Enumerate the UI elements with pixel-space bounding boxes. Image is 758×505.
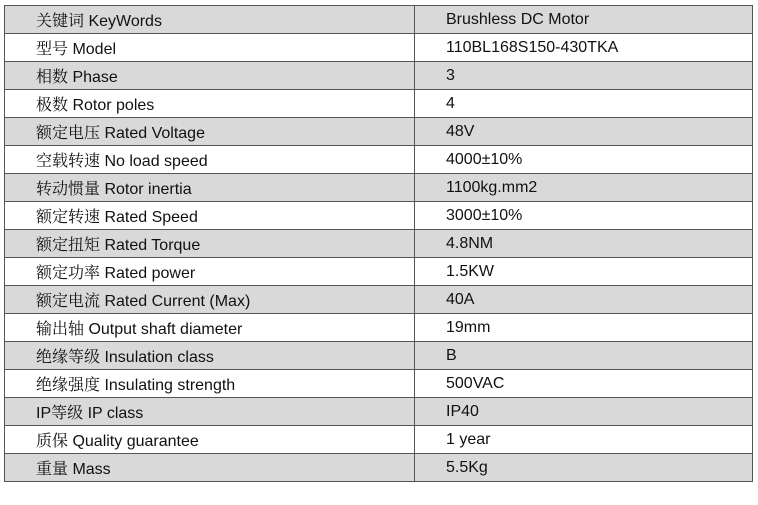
spec-value: 1.5KW — [415, 258, 753, 286]
spec-label: 额定扭矩 Rated Torque — [5, 230, 415, 258]
table-row — [5, 6, 753, 34]
table-row — [5, 286, 753, 314]
spec-value: 1100kg.mm2 — [415, 174, 753, 202]
spec-value: 5.5Kg — [415, 454, 753, 482]
spec-label: 型号 Model — [5, 34, 415, 62]
spec-table — [4, 5, 753, 482]
table-row — [5, 398, 753, 426]
spec-label: 空载转速 No load speed — [5, 146, 415, 174]
table-row — [5, 258, 753, 286]
spec-value: 3 — [415, 62, 753, 90]
table-row — [5, 370, 753, 398]
spec-value: 3000±10% — [415, 202, 753, 230]
spec-label: 额定转速 Rated Speed — [5, 202, 415, 230]
spec-label: 质保 Quality guarantee — [5, 426, 415, 454]
table-row — [5, 146, 753, 174]
table-row — [5, 426, 753, 454]
spec-value: 110BL168S150-430TKA — [415, 34, 753, 62]
spec-value: B — [415, 342, 753, 370]
spec-value: 500VAC — [415, 370, 753, 398]
table-row — [5, 118, 753, 146]
spec-label: 额定功率 Rated power — [5, 258, 415, 286]
spec-label: 极数 Rotor poles — [5, 90, 415, 118]
spec-value: 1 year — [415, 426, 753, 454]
table-row — [5, 314, 753, 342]
table-row — [5, 230, 753, 258]
spec-label: 重量 Mass — [5, 454, 415, 482]
spec-value: 4 — [415, 90, 753, 118]
table-row — [5, 174, 753, 202]
spec-value: 4000±10% — [415, 146, 753, 174]
spec-label: 绝缘等级 Insulation class — [5, 342, 415, 370]
spec-label: 输出轴 Output shaft diameter — [5, 314, 415, 342]
spec-value: 19mm — [415, 314, 753, 342]
spec-label: 额定电压 Rated Voltage — [5, 118, 415, 146]
table-row — [5, 62, 753, 90]
spec-label: 转动惯量 Rotor inertia — [5, 174, 415, 202]
spec-label: 相数 Phase — [5, 62, 415, 90]
table-row — [5, 202, 753, 230]
table-row — [5, 34, 753, 62]
spec-label: IP等级 IP class — [5, 398, 415, 426]
spec-value: Brushless DC Motor — [415, 6, 753, 34]
spec-label: 绝缘强度 Insulating strength — [5, 370, 415, 398]
spec-value: 48V — [415, 118, 753, 146]
spec-value: 40A — [415, 286, 753, 314]
spec-value: 4.8NM — [415, 230, 753, 258]
spec-label: 额定电流 Rated Current (Max) — [5, 286, 415, 314]
table-row — [5, 90, 753, 118]
table-row — [5, 454, 753, 482]
spec-label: 关键词 KeyWords — [5, 6, 415, 34]
spec-value: IP40 — [415, 398, 753, 426]
table-row — [5, 342, 753, 370]
